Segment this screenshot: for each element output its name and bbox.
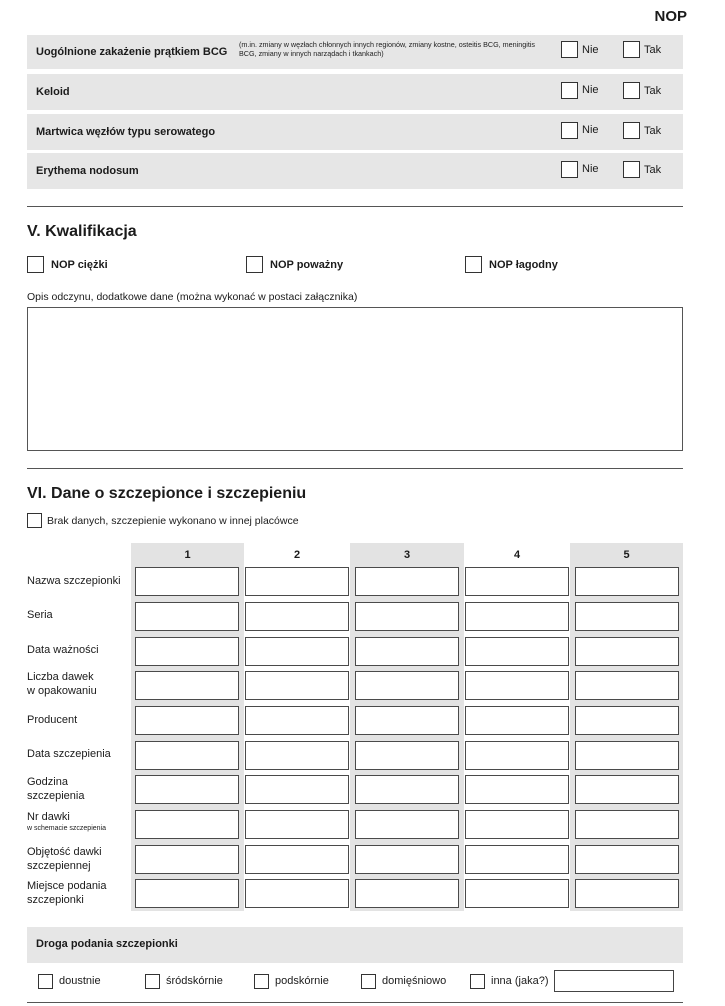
section-divider	[27, 468, 683, 469]
vaccine-cell-input[interactable]	[355, 602, 459, 631]
route-other-checkbox[interactable]	[470, 974, 485, 989]
description-label: Opis odczynu, dodatkowe dane (można wykonać w postaci załącznika)	[27, 291, 358, 303]
row-label-text: Data ważności	[27, 644, 99, 656]
vaccine-cell-input[interactable]	[135, 775, 239, 804]
section-title-qualification: V. Kwalifikacja	[27, 223, 137, 240]
row-label-volume	[27, 845, 102, 873]
row-label-small: w schemacie szczepienia	[27, 825, 106, 832]
no-label: Nie	[582, 124, 599, 136]
vaccine-cell-input[interactable]	[465, 637, 569, 666]
column-header: 4	[513, 549, 521, 561]
vaccine-cell-input[interactable]	[575, 671, 679, 700]
vaccine-cell-input[interactable]	[355, 671, 459, 700]
reaction-label: Uogólnione zakażenie prątkiem BCG	[36, 46, 228, 58]
vaccine-cell-input[interactable]	[355, 741, 459, 770]
row-label-date	[27, 747, 111, 761]
vaccine-cell-input[interactable]	[355, 706, 459, 735]
row-label-text: Godzina	[27, 776, 68, 788]
no-checkbox[interactable]	[561, 122, 578, 139]
vaccine-cell-input[interactable]	[575, 637, 679, 666]
reaction-row-erythema	[27, 153, 683, 189]
row-label-text-2: szczepienia	[27, 790, 85, 802]
vaccine-cell-input[interactable]	[245, 637, 349, 666]
severe-nop-checkbox[interactable]	[27, 256, 44, 273]
vaccine-cell-input[interactable]	[465, 775, 569, 804]
no-checkbox[interactable]	[561, 41, 578, 58]
no-label: Nie	[582, 44, 599, 56]
row-label-doses	[27, 670, 97, 698]
vaccine-cell-input[interactable]	[245, 567, 349, 596]
row-label-text: Nr dawki	[27, 811, 70, 823]
vaccine-cell-input[interactable]	[465, 879, 569, 908]
column-header: 1	[184, 549, 191, 561]
vaccine-cell-input[interactable]	[355, 775, 459, 804]
route-intramuscular-label: domięśniowo	[382, 975, 447, 987]
vaccine-cell-input[interactable]	[465, 810, 569, 839]
no-checkbox[interactable]	[561, 161, 578, 178]
vaccine-cell-input[interactable]	[245, 602, 349, 631]
row-label-producer	[27, 713, 77, 727]
vaccine-cell-input[interactable]	[575, 567, 679, 596]
reaction-row-bcg	[27, 35, 683, 69]
route-intramuscular-checkbox[interactable]	[361, 974, 376, 989]
vaccine-cell-input[interactable]	[245, 879, 349, 908]
reaction-label: Keloid	[36, 86, 70, 98]
column-header: 5	[623, 549, 630, 561]
vaccine-cell-input[interactable]	[355, 879, 459, 908]
route-header	[27, 927, 683, 963]
no-data-label: Brak danych, szczepienie wykonano w innej placówce	[47, 515, 299, 527]
vaccine-cell-input[interactable]	[355, 637, 459, 666]
description-textarea[interactable]	[27, 307, 683, 451]
yes-checkbox[interactable]	[623, 82, 640, 99]
route-oral-checkbox[interactable]	[38, 974, 53, 989]
vaccine-cell-input[interactable]	[245, 845, 349, 874]
row-label-text: Liczba dawek	[27, 671, 94, 683]
no-data-checkbox[interactable]	[27, 513, 42, 528]
reaction-row-necrosis	[27, 114, 683, 150]
route-intradermal-label: śródskórnie	[166, 975, 223, 987]
row-label-series	[27, 608, 53, 622]
route-oral-label: doustnie	[59, 975, 101, 987]
section-divider	[27, 206, 683, 207]
row-label-expiry	[27, 643, 99, 657]
no-label: Nie	[582, 84, 599, 96]
vaccine-cell-input[interactable]	[575, 810, 679, 839]
vaccine-cell-input[interactable]	[575, 879, 679, 908]
vaccine-cell-input[interactable]	[465, 706, 569, 735]
vaccine-cell-input[interactable]	[245, 775, 349, 804]
vaccine-cell-input[interactable]	[575, 706, 679, 735]
row-label-dose-number	[27, 810, 106, 833]
yes-label: Tak	[644, 44, 662, 56]
row-label-site	[27, 879, 107, 907]
vaccine-cell-input[interactable]	[575, 741, 679, 770]
yes-checkbox[interactable]	[623, 161, 640, 178]
vaccine-cell-input[interactable]	[465, 845, 569, 874]
row-label-hour	[27, 775, 84, 803]
vaccine-cell-input[interactable]	[135, 637, 239, 666]
yes-label: Tak	[644, 125, 662, 137]
vaccine-cell-input[interactable]	[135, 706, 239, 735]
row-label-text-2: w opakowaniu	[27, 685, 97, 697]
vaccine-cell-input[interactable]	[245, 706, 349, 735]
reaction-row-keloid	[27, 74, 683, 110]
row-label-text: Seria	[27, 609, 53, 621]
mild-nop-label: NOP łagodny	[489, 259, 558, 271]
yes-checkbox[interactable]	[623, 41, 640, 58]
vaccine-cell-input[interactable]	[465, 671, 569, 700]
severe-nop-label: NOP ciężki	[51, 259, 108, 271]
mild-nop-checkbox[interactable]	[465, 256, 482, 273]
section-title-vaccine: VI. Dane o szczepionce i szczepieniu	[27, 485, 307, 502]
section-divider	[27, 1002, 683, 1003]
route-other-label: inna (jaka?)	[491, 975, 549, 987]
vaccine-cell-input[interactable]	[135, 671, 239, 700]
vaccine-cell-input[interactable]	[135, 810, 239, 839]
vaccine-cell-input[interactable]	[245, 741, 349, 770]
vaccine-cell-input[interactable]	[575, 602, 679, 631]
route-subcutaneous-checkbox[interactable]	[254, 974, 269, 989]
vaccine-cell-input[interactable]	[245, 671, 349, 700]
vaccine-cell-input[interactable]	[355, 810, 459, 839]
row-label-text: Objętość dawki	[27, 846, 102, 858]
vaccine-cell-input[interactable]	[135, 845, 239, 874]
row-label-name	[27, 574, 121, 588]
row-label-text-2: szczepiennej	[27, 860, 91, 872]
vaccine-cell-input[interactable]	[575, 775, 679, 804]
route-subcutaneous-label: podskórnie	[275, 975, 329, 987]
vaccine-cell-input[interactable]	[355, 845, 459, 874]
row-label-text-2: szczepionki	[27, 894, 84, 906]
row-label-text: Data szczepienia	[27, 748, 111, 760]
column-header: 3	[403, 549, 411, 561]
row-label-text: Miejsce podania	[27, 880, 107, 892]
vaccine-cell-input[interactable]	[135, 567, 239, 596]
serious-nop-label: NOP poważny	[270, 259, 344, 271]
serious-nop-checkbox[interactable]	[246, 256, 263, 273]
reaction-label: Erythema nodosum	[36, 165, 139, 177]
yes-label: Tak	[644, 164, 662, 176]
route-other-input[interactable]	[554, 970, 674, 992]
vaccine-cell-input[interactable]	[135, 741, 239, 770]
no-label: Nie	[582, 163, 599, 175]
route-intradermal-checkbox[interactable]	[145, 974, 160, 989]
route-title: Droga podania szczepionki	[36, 938, 178, 950]
vaccine-cell-input[interactable]	[135, 602, 239, 631]
row-label-text: Producent	[27, 714, 78, 726]
vaccine-cell-input[interactable]	[245, 810, 349, 839]
column-header: 2	[293, 549, 301, 561]
reaction-label: Martwica węzłów typu serowatego	[36, 126, 216, 138]
row-label-text: Nazwa szczepionki	[27, 575, 121, 587]
vaccine-cell-input[interactable]	[135, 879, 239, 908]
form-tag: NOP	[654, 8, 687, 25]
no-checkbox[interactable]	[561, 82, 578, 99]
vaccine-cell-input[interactable]	[355, 567, 459, 596]
reaction-note: (m.in. zmiany w węzłach chłonnych innych regionów, zmiany kostne, osteitis BCG, meningitis BCG, zmiany w innych narządach i tkankach)	[239, 40, 536, 58]
vaccine-cell-input[interactable]	[465, 602, 569, 631]
yes-checkbox[interactable]	[623, 122, 640, 139]
vaccine-cell-input[interactable]	[465, 741, 569, 770]
yes-label: Tak	[644, 85, 662, 97]
vaccine-cell-input[interactable]	[575, 845, 679, 874]
vaccine-cell-input[interactable]	[465, 567, 569, 596]
